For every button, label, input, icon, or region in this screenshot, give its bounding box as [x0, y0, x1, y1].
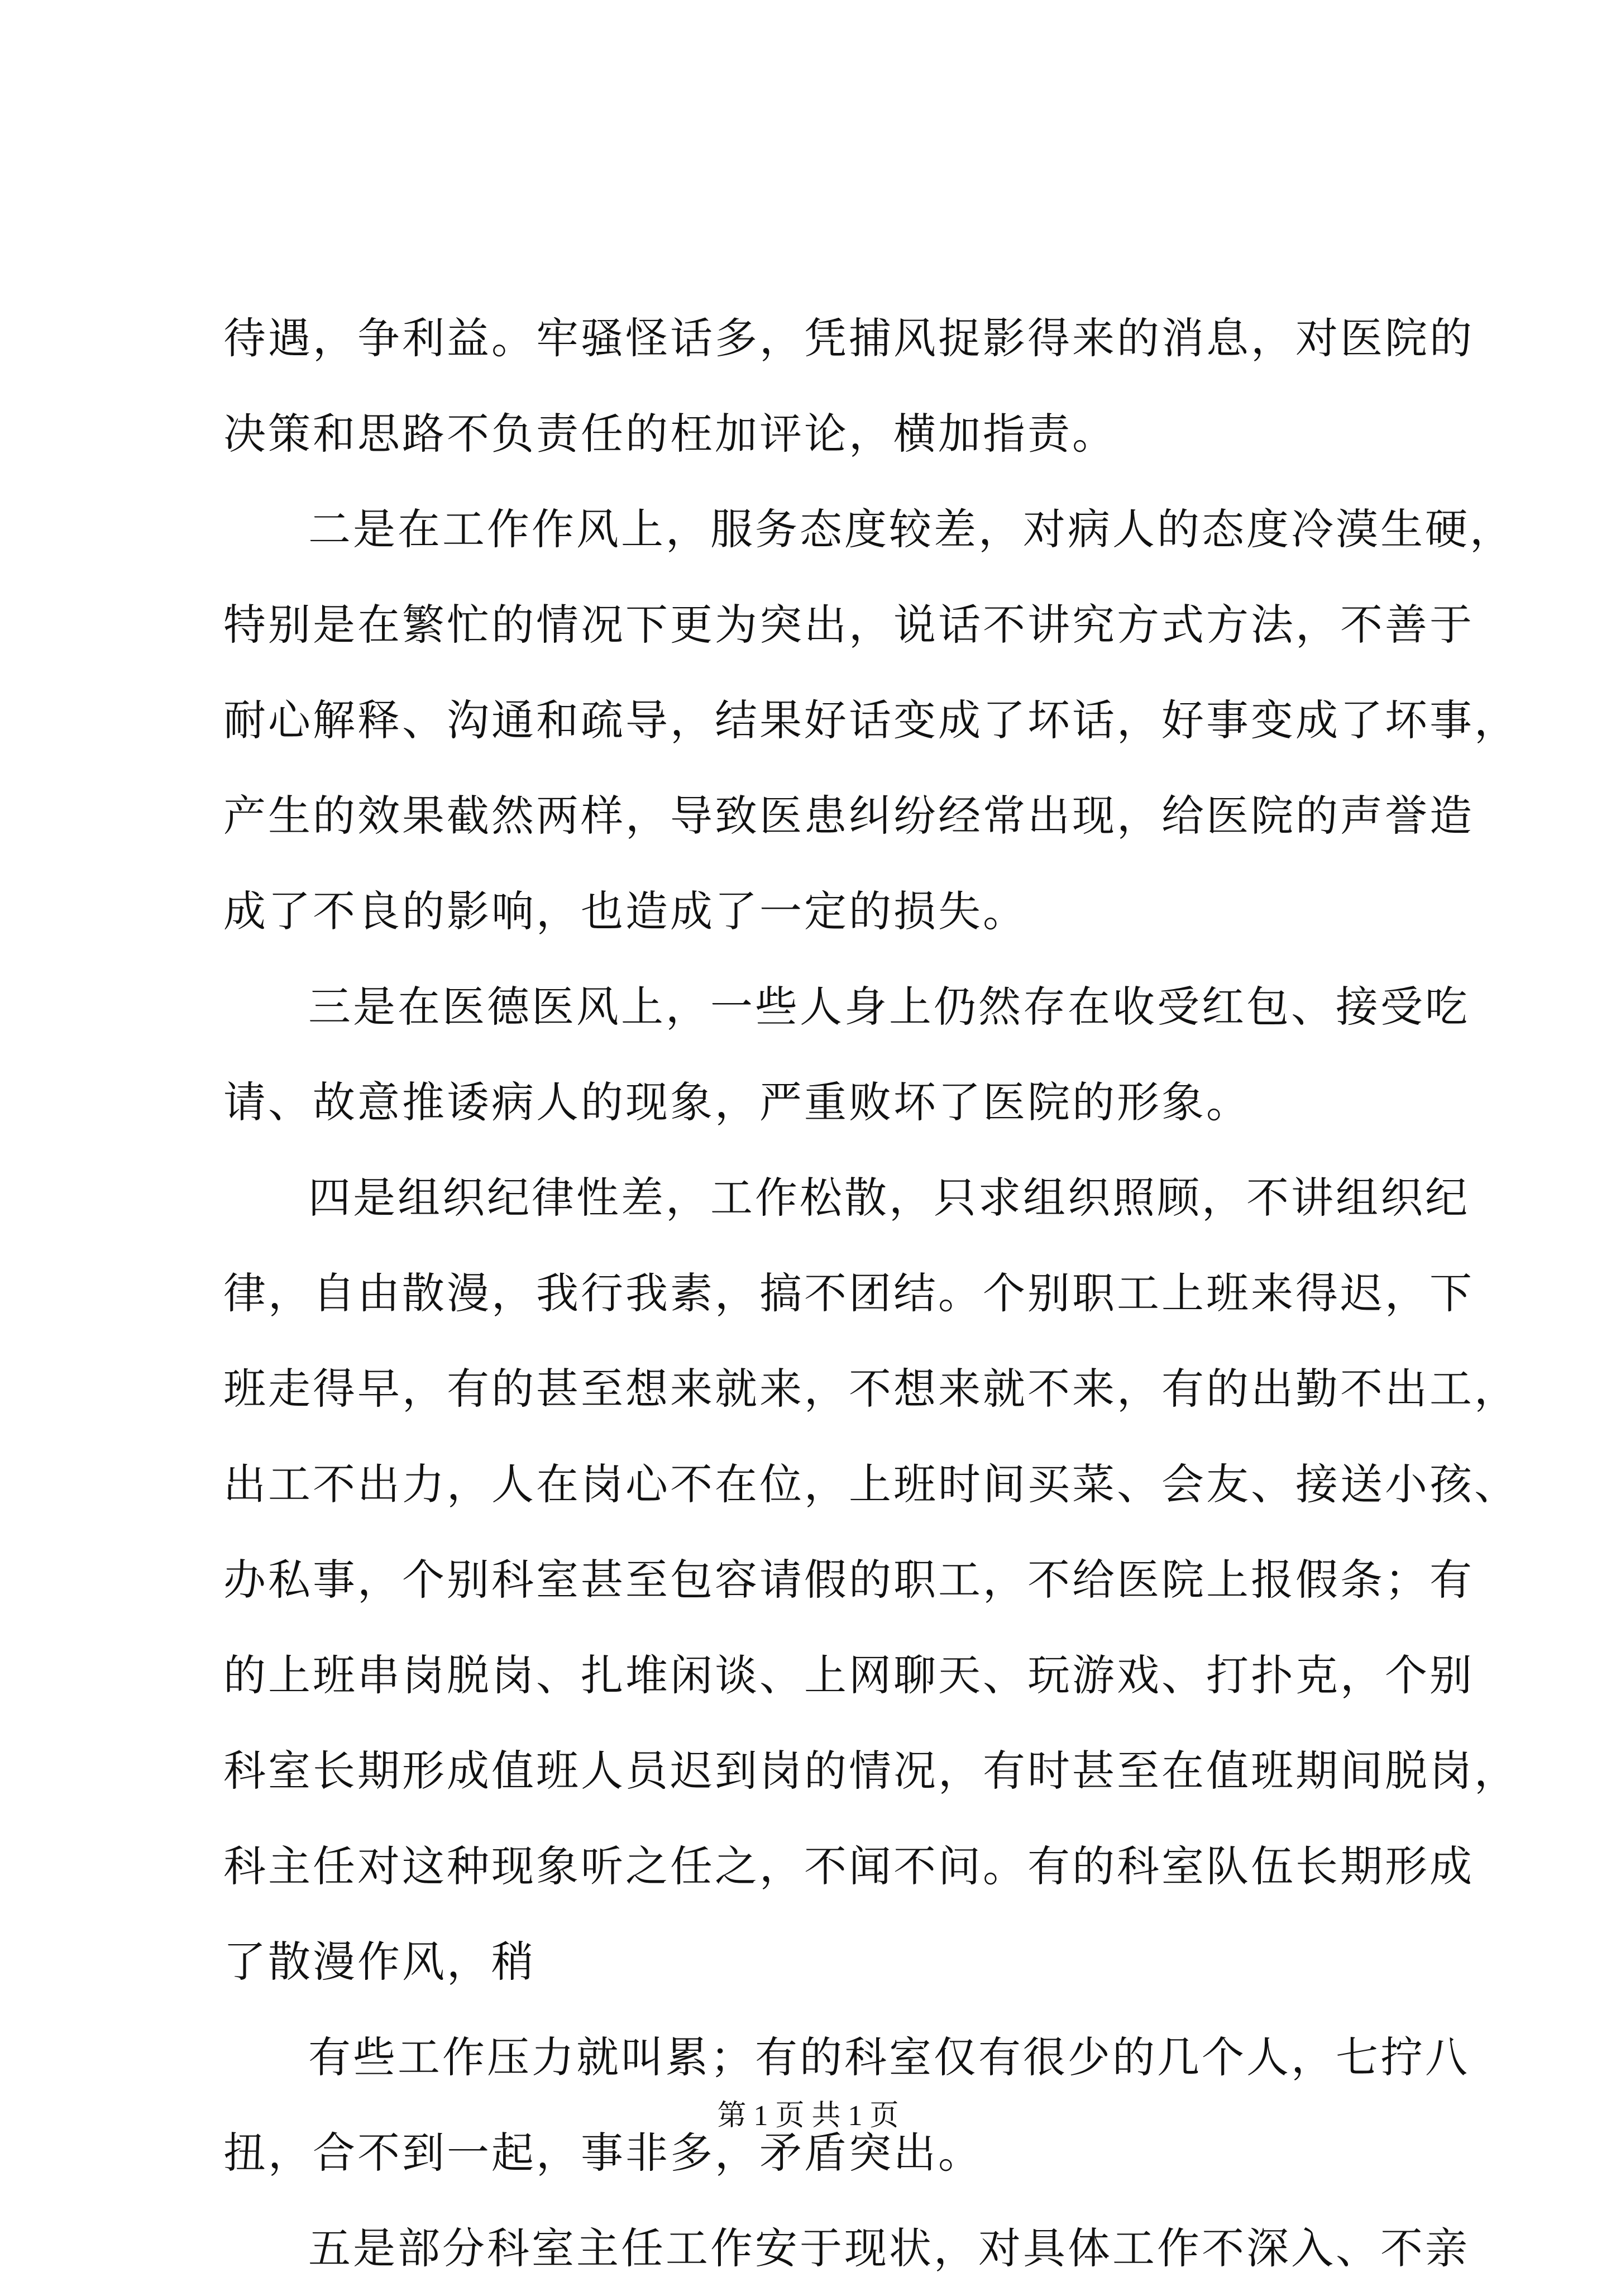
page-footer: 第 1 页 共 1 页: [717, 2100, 899, 2132]
text-line: 五是部分科室主任工作安于现状，对具体工作不深入、不亲: [308, 2223, 1470, 2273]
text-line: 决策和思路不负责任的枉加评论，横加指责。: [223, 409, 1117, 459]
text-line: 产生的效果截然两样，导致医患纠纷经常出现，给医院的声誉造: [223, 791, 1474, 841]
text-line: 耐心解释、沟通和疏导，结果好话变成了坏话，好事变成了坏事，: [223, 695, 1519, 745]
document-body: [223, 290, 1519, 2296]
text-line: 成了不良的影响，也造成了一定的损失。: [223, 886, 1027, 936]
text-line: 出工不出力，人在岗心不在位，上班时间买菜、会友、接送小孩、: [223, 1459, 1519, 1509]
text-line: 班走得早，有的甚至想来就来，不想来就不来，有的出勤不出工，: [223, 1364, 1519, 1414]
text-line: 了散漫作风，稍: [223, 1937, 536, 1987]
text-line: 二是在工作作风上，服务态度较差，对病人的态度冷漠生硬，: [308, 504, 1514, 554]
text-line: 待遇，争利益。牢骚怪话多，凭捕风捉影得来的消息，对医院的: [223, 313, 1474, 363]
text-line: 科室长期形成值班人员迟到岗的情况，有时甚至在值班期间脱岗，: [223, 1746, 1519, 1796]
text-line: 科主任对这种现象听之任之，不闻不问。有的科室队伍长期形成: [223, 1841, 1474, 1891]
text-line: 扭，合不到一起，事非多，矛盾突出。: [223, 2128, 983, 2178]
text-line: 办私事，个别科室甚至包容请假的职工，不给医院上报假条；有: [223, 1555, 1474, 1605]
text-line: 请、故意推诿病人的现象，严重败坏了医院的形象。: [223, 1077, 1251, 1127]
text-line: 有些工作压力就叫累；有的科室仅有很少的几个人，七拧八: [308, 2032, 1470, 2082]
text-line: 的上班串岗脱岗、扎堆闲谈、上网聊天、玩游戏、打扑克，个别: [223, 1650, 1474, 1700]
text-line: 四是组织纪律性差，工作松散，只求组织照顾，不讲组织纪: [308, 1173, 1470, 1223]
text-line: 特别是在繁忙的情况下更为突出，说话不讲究方式方法，不善于: [223, 600, 1474, 650]
text-line: 律，自由散漫，我行我素，搞不团结。个别职工上班来得迟，下: [223, 1268, 1474, 1318]
text-line: 三是在医德医风上，一些人身上仍然存在收受红包、接受吃: [308, 982, 1470, 1032]
